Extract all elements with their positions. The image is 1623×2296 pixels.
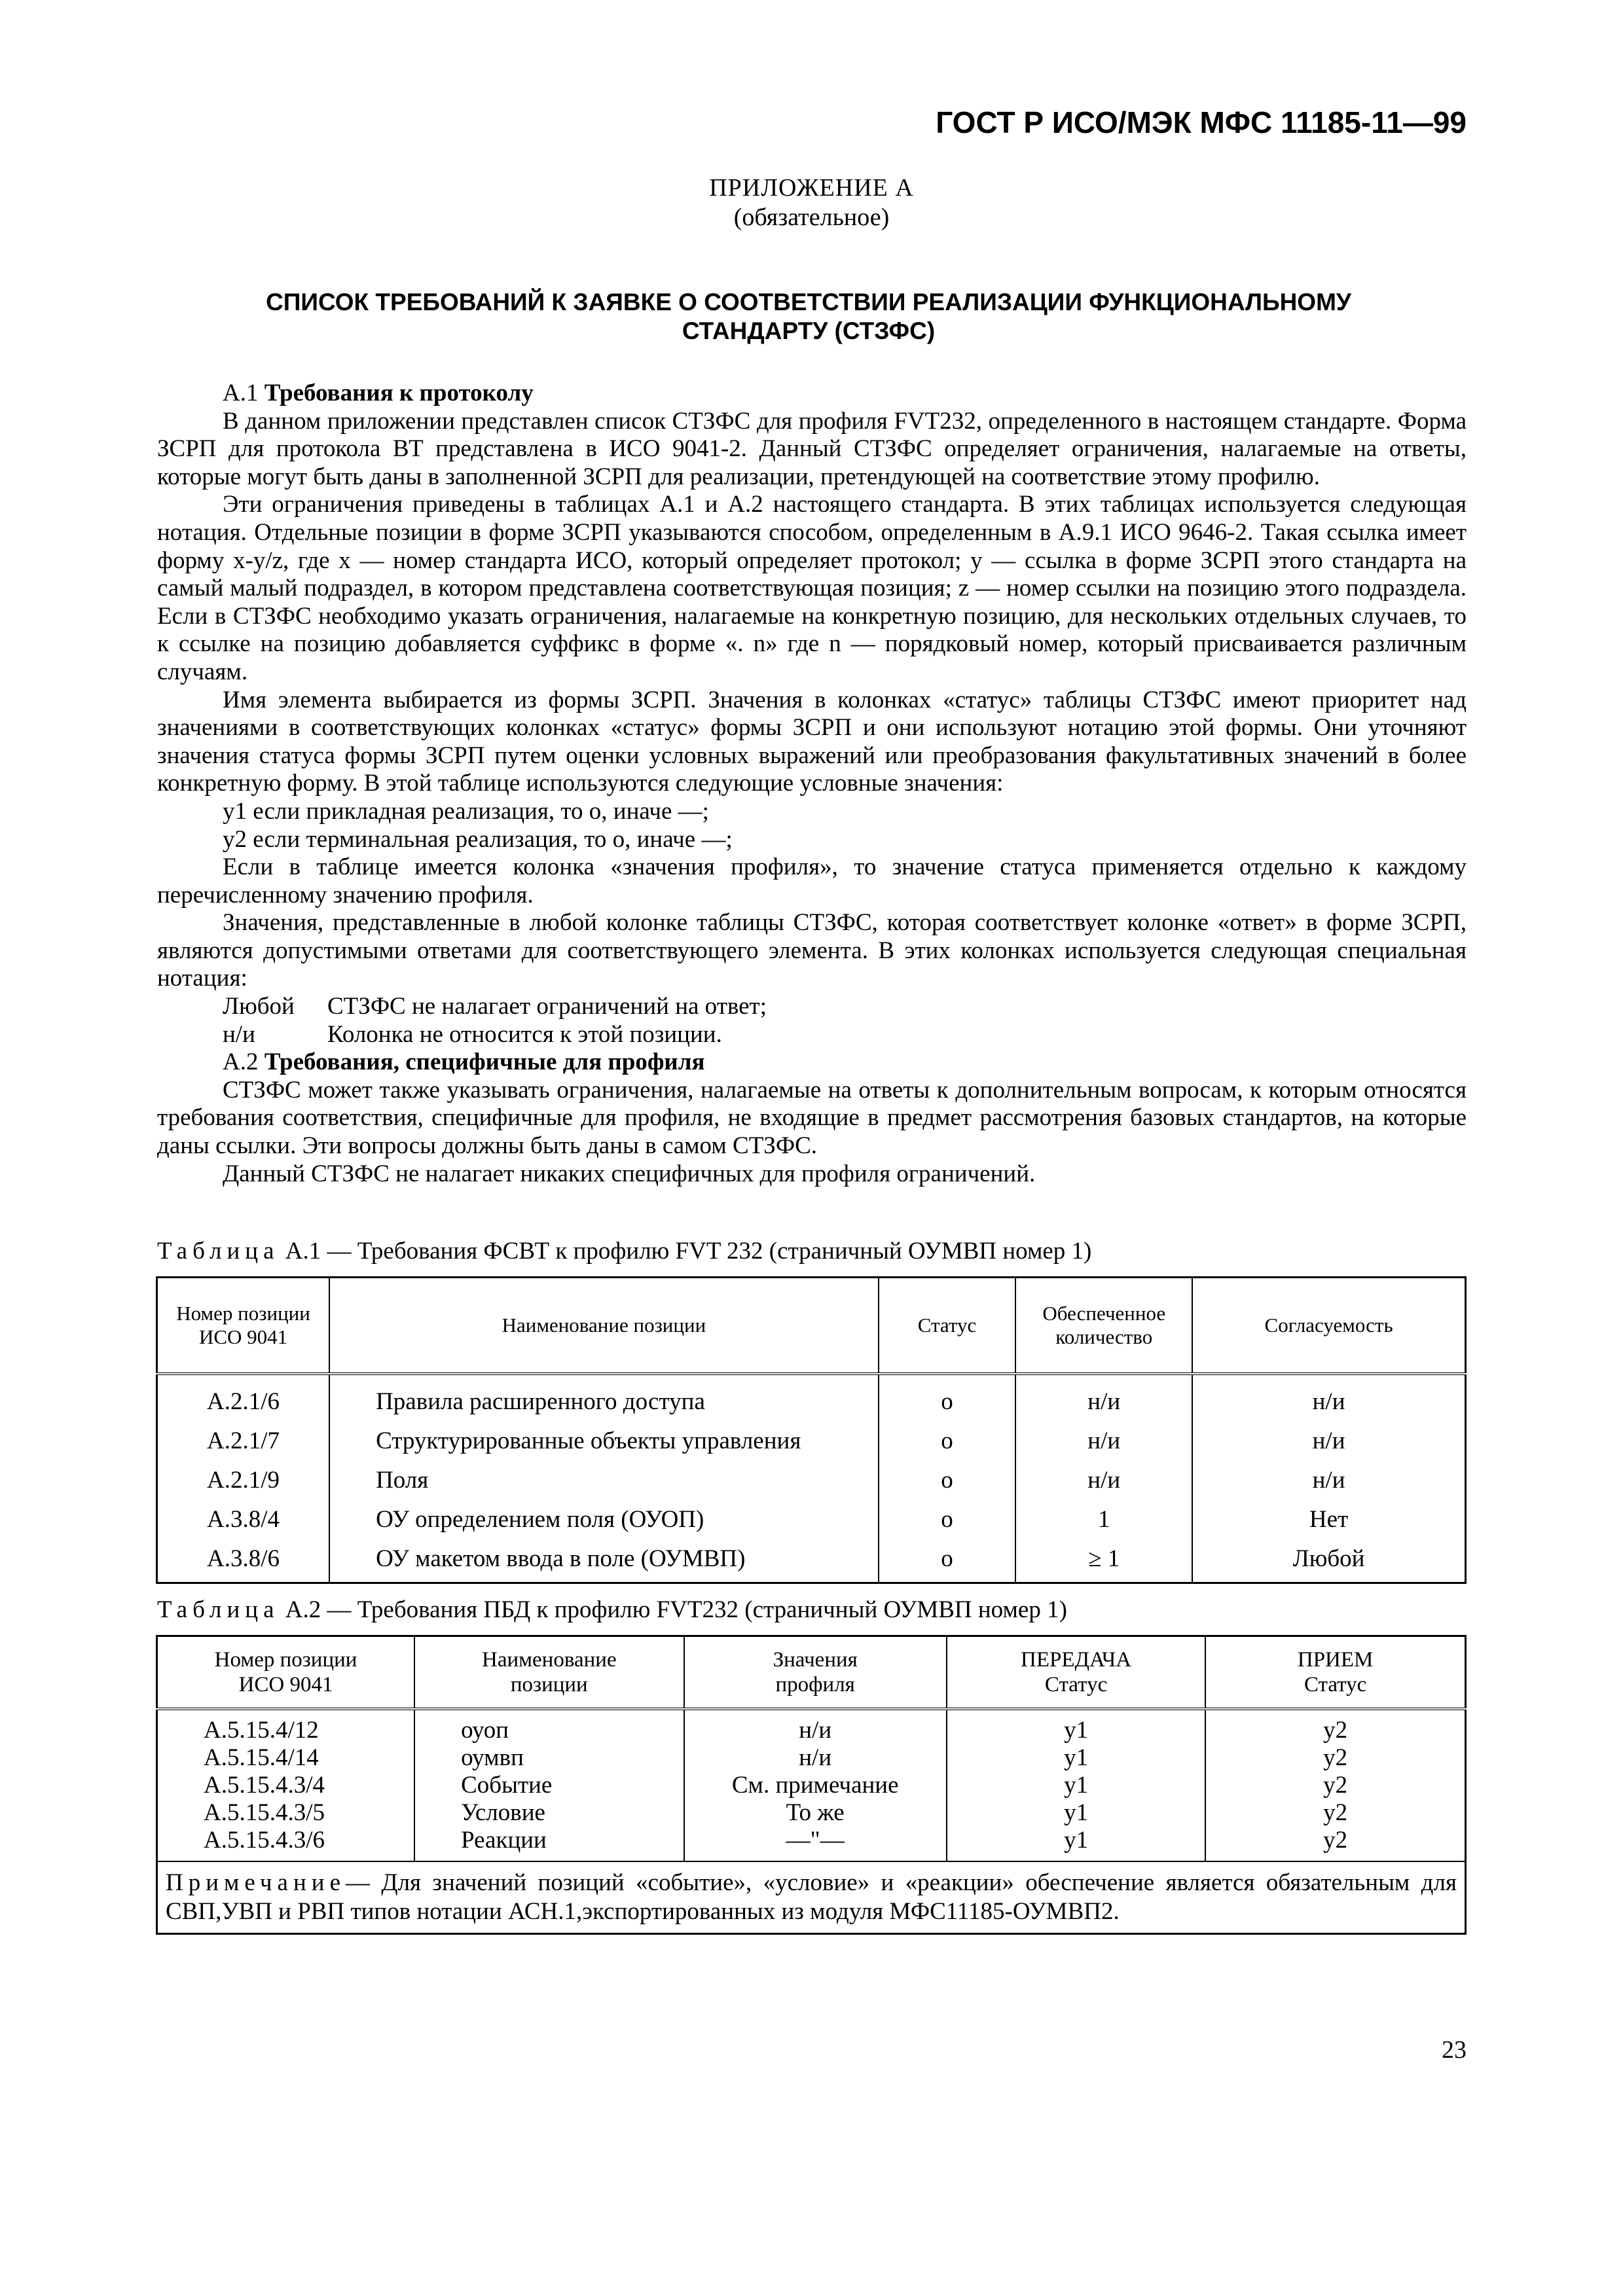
table-a2 bbox=[156, 1635, 1467, 1935]
body-text bbox=[157, 380, 1467, 1188]
table-cell: y1 bbox=[1064, 1772, 1089, 1799]
table-cell: оуоп bbox=[461, 1717, 509, 1744]
table-cell: y2 bbox=[1323, 1717, 1348, 1744]
table-row bbox=[157, 1421, 1466, 1460]
paragraph-4: Если в таблице имеется колонка «значения профиля», то значение статуса применяется отдельно к каждому перечисленному значению профиля. bbox=[157, 853, 1467, 908]
column-header bbox=[414, 1636, 684, 1710]
table-cell: Реакции bbox=[461, 1827, 547, 1854]
paragraph-1: В данном приложении представлен список СТЗФС для профиля FVT232, определенного в настоящем стандарте. Форма ЗСРП для протокола ВТ представлена в ИСО 9041-2. Данный СТЗФС определяет ограничения, налагаемые на ответы, которые могут быть даны в заполненной ЗСРП для реализации, претендующей на соответствие этому профилю. bbox=[157, 407, 1467, 490]
table-cell: Нет bbox=[1192, 1499, 1465, 1539]
table-row bbox=[157, 1539, 1466, 1583]
table-cell: o bbox=[879, 1460, 1016, 1499]
table-cell: н/и bbox=[1015, 1421, 1192, 1460]
notation-term: н/и bbox=[223, 1020, 255, 1048]
column-header: Обеспеченное количество bbox=[1015, 1278, 1192, 1374]
page-number: 23 bbox=[1442, 2036, 1467, 2064]
column-header: Согласуемость bbox=[1192, 1278, 1465, 1374]
table-cell: А.5.15.4.3/5 bbox=[204, 1799, 325, 1826]
header-line: Номер позиции bbox=[214, 1648, 357, 1672]
condition-y1: y1 если прикладная реализация, то о, иначе —; bbox=[223, 797, 709, 825]
header-line: Статус bbox=[1304, 1673, 1367, 1696]
header-line: профиля bbox=[775, 1673, 855, 1696]
table-cell: o bbox=[879, 1499, 1016, 1539]
section-number: А.2 bbox=[223, 1049, 259, 1076]
table-caption-text: А.1 — Требования ФСВТ к профилю FVT 232 (страничный ОУМВП номер 1) bbox=[279, 1238, 1092, 1265]
main-title bbox=[151, 288, 1467, 346]
column-header: Номер позиции ИСО 9041 bbox=[157, 1278, 330, 1374]
table-cell: Правила расширенного доступа bbox=[329, 1374, 879, 1421]
column-header: Статус bbox=[879, 1278, 1016, 1374]
column-header: Наименование позиции bbox=[329, 1278, 879, 1374]
table-column bbox=[684, 1709, 947, 1861]
table-a2-caption bbox=[157, 1596, 1067, 1624]
table-cell: А.5.15.4/14 bbox=[204, 1744, 319, 1771]
table-cell: y2 bbox=[1323, 1799, 1348, 1826]
appendix-subtitle: (обязательное) bbox=[733, 204, 890, 231]
table-column bbox=[1205, 1709, 1465, 1861]
section-number: А.1 bbox=[223, 380, 259, 406]
condition-y2: y2 если терминальная реализация, то о, иначе —; bbox=[223, 825, 733, 853]
table-cell: А.3.8/4 bbox=[157, 1499, 330, 1539]
notation-any bbox=[157, 993, 1467, 1021]
table-cell: н/и bbox=[1015, 1374, 1192, 1421]
table-cell: А.5.15.4.3/6 bbox=[204, 1827, 325, 1854]
notation-desc: СТЗФС не налагает ограничений на ответ; bbox=[327, 993, 767, 1020]
header-line: ПРИЕМ bbox=[1297, 1648, 1374, 1672]
table-column bbox=[414, 1709, 684, 1861]
table-note bbox=[157, 1861, 1466, 1934]
table-note-row bbox=[157, 1861, 1466, 1934]
document-code: ГОСТ Р ИСО/МЭК МФС 11185-11—99 bbox=[936, 105, 1467, 139]
table-cell: y1 bbox=[1064, 1744, 1089, 1771]
table-cell: То же bbox=[786, 1799, 845, 1826]
table-cell: Любой bbox=[1192, 1539, 1465, 1583]
table-cell: y2 bbox=[1323, 1772, 1348, 1799]
table-a1-caption bbox=[157, 1237, 1091, 1265]
table-header-row bbox=[157, 1278, 1466, 1374]
table-caption-word: Таблица bbox=[157, 1238, 280, 1265]
table-cell: ОУ определением поля (ОУОП) bbox=[329, 1499, 879, 1539]
paragraph-5: Значения, представленные в любой колонке таблицы СТЗФС, которая соответствует колонке «ответ» в форме ЗСРП, являются допустимыми ответами для соответствующего элемента. В этих колонках используется следующая специальная нотация: bbox=[157, 909, 1467, 992]
table-cell: А.2.1/9 bbox=[157, 1460, 330, 1499]
column-header bbox=[947, 1636, 1205, 1710]
table-row bbox=[157, 1499, 1466, 1539]
table-cell: o bbox=[879, 1374, 1016, 1421]
table-cell: Структурированные объекты управления bbox=[329, 1421, 879, 1460]
header-line: Наименование bbox=[482, 1648, 617, 1672]
table-cell: 1 bbox=[1015, 1499, 1192, 1539]
note-word: Примечание bbox=[166, 1869, 346, 1896]
table-cell: Условие bbox=[461, 1799, 545, 1826]
header-line: Статус bbox=[1044, 1673, 1108, 1696]
header-line: позиции bbox=[510, 1673, 588, 1696]
section-title: Требования, специфичные для профиля bbox=[264, 1049, 705, 1076]
table-cell: н/и bbox=[799, 1717, 832, 1744]
paragraph-3: Имя элемента выбирается из формы ЗСРП. Значения в колонках «статус» таблицы СТЗФС имеют приоритет над значениями в соответствующих колонках «статус» формы ЗСРП и они используют нотацию этой формы. Они уточняют значения статуса формы ЗСРП путем оценки условных выражений или преобразования факультативных значений в более конкретную форму. В этой таблице используются следующие условные значения: bbox=[157, 686, 1467, 797]
table-cell: ≥ 1 bbox=[1015, 1539, 1192, 1583]
table-header-row bbox=[157, 1636, 1466, 1710]
table-cell: o bbox=[879, 1539, 1016, 1583]
table-row bbox=[157, 1374, 1466, 1421]
table-caption-text: А.2 — Требования ПБД к профилю FVT232 (страничный ОУМВП номер 1) bbox=[279, 1596, 1067, 1623]
table-cell: y2 bbox=[1323, 1827, 1348, 1854]
table-cell: Поля bbox=[329, 1460, 879, 1499]
table-cell: А.2.1/6 bbox=[157, 1374, 330, 1421]
table-cell: y1 bbox=[1064, 1799, 1089, 1826]
table-cell: н/и bbox=[1192, 1421, 1465, 1460]
table-a1 bbox=[156, 1276, 1467, 1584]
notation-desc: Колонка не относится к этой позиции. bbox=[327, 1020, 722, 1048]
note-text: — Для значений позиций «событие», «условие» и «реакции» обеспечение является обязательным для СВП,УВП и РВП типов нотации АСН.1,экспортированных из модуля МФС11185-ОУМВП2. bbox=[166, 1869, 1457, 1925]
table-cell: o bbox=[879, 1421, 1016, 1460]
table-row bbox=[157, 1709, 1466, 1861]
table-cell: Событие bbox=[461, 1772, 553, 1799]
table-cell: y1 bbox=[1064, 1827, 1089, 1854]
table-cell: y2 bbox=[1323, 1744, 1348, 1771]
table-cell: См. примечание bbox=[731, 1772, 899, 1799]
table-cell: —"— bbox=[786, 1827, 845, 1854]
column-header bbox=[157, 1636, 415, 1710]
paragraph-7: Данный СТЗФС не налагает никаких специфичных для профиля ограничений. bbox=[223, 1160, 1036, 1187]
section-a2-heading bbox=[157, 1049, 1467, 1077]
table-cell: оумвп bbox=[461, 1744, 524, 1771]
column-header bbox=[684, 1636, 947, 1710]
paragraph-2: Эти ограничения приведены в таблицах А.1 и А.2 настоящего стандарта. В этих таблицах используется следующая нотация. Отдельные позиции в форме ЗСРП указываются способом, определенным в А.9.1 ИСО 9646-2. Такая ссылка имеет форму x-y/z, где x — номер стандарта ИСО, который определяет протокол; y — ссылка в форме ЗСРП этого стандарта на самый малый подраздел, в котором представлена соответствующая позиция; z — номер ссылки на позицию этого подраздела. Если в СТЗФС необходимо указать ограничения, налагаемые на конкретную позицию, для нескольких отдельных случаев, то к ссылке на позицию добавляется суффикс в форме «. n» где n — порядковый номер, который присваивается различным случаям. bbox=[157, 491, 1467, 685]
table-column bbox=[947, 1709, 1205, 1861]
table-cell: А.5.15.4.3/4 bbox=[204, 1772, 325, 1799]
table-row bbox=[157, 1460, 1466, 1499]
notation-na bbox=[157, 1021, 1467, 1049]
table-cell: y1 bbox=[1064, 1717, 1089, 1744]
column-header bbox=[1205, 1636, 1465, 1710]
table-cell: н/и bbox=[1192, 1460, 1465, 1499]
table-cell: н/и bbox=[1015, 1460, 1192, 1499]
table-cell: А.3.8/6 bbox=[157, 1539, 330, 1583]
table-cell: А.5.15.4/12 bbox=[204, 1717, 319, 1744]
header-line: ПЕРЕДАЧА bbox=[1021, 1648, 1132, 1672]
paragraph-6: СТЗФС может также указывать ограничения, налагаемые на ответы к дополнительным вопросам, к которым относятся требования соответствия, специфичные для профиля, не входящие в предмет рассмотрения базовых стандартов, на которые даны ссылки. Эти вопросы должны быть даны в самом СТЗФС. bbox=[157, 1076, 1467, 1160]
table-cell: н/и bbox=[1192, 1374, 1465, 1421]
notation-term: Любой bbox=[223, 993, 295, 1020]
header-line: ИСО 9041 bbox=[238, 1673, 333, 1696]
section-a1-heading bbox=[157, 380, 1467, 408]
table-column bbox=[157, 1709, 415, 1861]
main-title-line2: СТАНДАРТУ (СТЗФС) bbox=[682, 317, 936, 344]
table-cell: А.2.1/7 bbox=[157, 1421, 330, 1460]
header-line: Значения bbox=[773, 1648, 858, 1672]
table-cell: ОУ макетом ввода в поле (ОУМВП) bbox=[329, 1539, 879, 1583]
section-title: Требования к протоколу bbox=[264, 380, 534, 406]
main-title-line1: СПИСОК ТРЕБОВАНИЙ К ЗАЯВКЕ О СООТВЕТСТВИИ РЕАЛИЗАЦИИ ФУНКЦИОНАЛЬНОМУ bbox=[266, 289, 1351, 315]
table-cell: н/и bbox=[799, 1744, 832, 1771]
table-caption-word: Таблица bbox=[157, 1596, 280, 1623]
appendix-title: ПРИЛОЖЕНИЕ А bbox=[709, 174, 914, 202]
